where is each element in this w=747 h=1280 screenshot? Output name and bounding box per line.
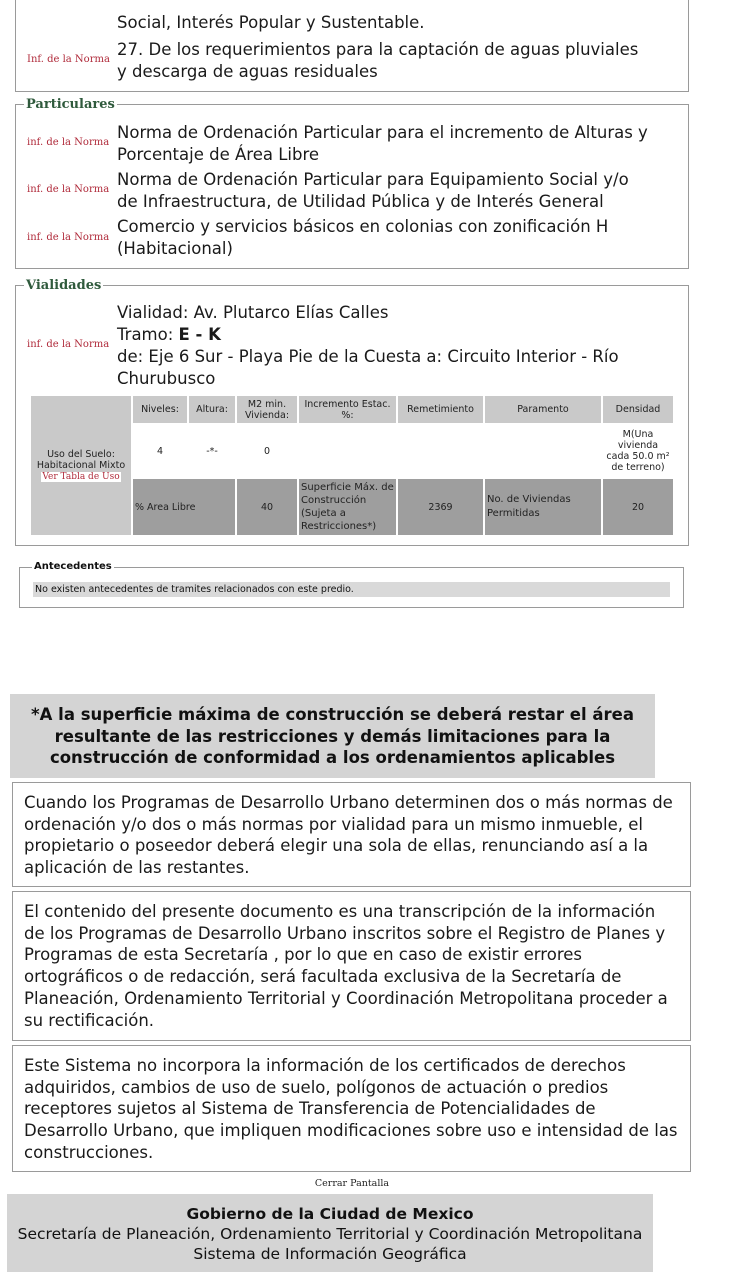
vialidad-name: Vialidad: Av. Plutarco Elías Calles xyxy=(117,303,389,322)
particular-norma-1-text xyxy=(117,122,648,166)
footer-title: Gobierno de la Ciudad de Mexico xyxy=(186,1205,474,1223)
uso-suelo-cell xyxy=(31,396,131,535)
vialidad-de-line-2: Churubusco xyxy=(117,369,216,388)
particular-norma-3-line-2: (Habitacional) xyxy=(117,239,233,258)
transcripcion-paragraph: El contenido del presente documento es una transcripción de la información de los Programas de Desarrollo Urbano inscritos sobre el Registro de Planes y Programas de esta Secretaría , por lo que en caso de existir errores ortográficos o de redacción, será facultada exclusiva de la Secretaría de Planeación, Ordenamiento Territorial y Coordinación Metropolitana proceder a su rectificación. xyxy=(12,891,691,1041)
area-libre-label: % Area Libre xyxy=(133,479,235,535)
vialidad-de-line-1: de: Eje 6 Sur - Playa Pie de la Cuesta a: Circuito Interior - Río xyxy=(117,347,619,366)
tramo-label: Tramo: xyxy=(117,325,179,344)
header-remetimiento: Remetimiento xyxy=(398,396,483,423)
value-paramento xyxy=(485,425,601,477)
value-niveles: 4 xyxy=(133,425,187,477)
uso-suelo-label: Uso del Suelo: xyxy=(47,449,115,460)
antecedentes-legend: Antecedentes xyxy=(34,561,112,572)
header-densidad: Densidad xyxy=(603,396,673,423)
superficie-max-value: 2369 xyxy=(398,479,483,535)
vialidades-legend: Vialidades xyxy=(26,278,102,293)
value-incremento-estac xyxy=(299,425,396,477)
vialidad-details xyxy=(117,302,619,390)
particulares-legend: Particulares xyxy=(26,97,115,112)
vialidad-tramo xyxy=(117,324,619,346)
uso-suelo-value: Habitacional Mixto xyxy=(36,460,126,471)
header-paramento: Paramento xyxy=(485,396,601,423)
value-densidad: M(Una vivienda cada 50.0 m² de terreno) xyxy=(603,425,673,477)
particular-norma-1-line-2: Porcentaje de Área Libre xyxy=(117,145,320,164)
value-altura: -*- xyxy=(189,425,235,477)
header-niveles: Niveles: xyxy=(133,396,187,423)
header-incremento-estac: Incremento Estac. %: xyxy=(299,396,396,423)
header-altura: Altura: xyxy=(189,396,235,423)
antecedentes-text: No existen antecedentes de tramites relacionados con este predio. xyxy=(33,582,670,597)
restricciones-notice: *A la superficie máxima de construcción se deberá restar el área resultante de las restricciones y demás limitaciones para la construcción de conformidad a los ordenamientos aplicables xyxy=(10,694,655,778)
viviendas-value: 20 xyxy=(603,479,673,535)
ver-tabla-uso-link[interactable]: Ver Tabla de Uso xyxy=(42,472,120,482)
sistema-paragraph: Este Sistema no incorpora la información de los certificados de derechos adquiridos, cambios de uso de suelo, polígonos de actuación o predios receptores sujetos al Sistema de Transferencia de Potencialidades de Desarrollo Urbano, que impliquen modificaciones sobre uso e intensidad de las construcciones. xyxy=(12,1045,691,1172)
tramo-value: E - K xyxy=(178,325,221,344)
footer-line-1: Secretaría de Planeación, Ordenamiento Territorial y Coordinación Metropolitana xyxy=(17,1225,643,1243)
particular-norma-3-line-1: Comercio y servicios básicos en colonias con zonificación H xyxy=(117,217,609,236)
value-remetimiento xyxy=(398,425,483,477)
particular-norma-2-text xyxy=(117,169,629,213)
viviendas-label: No. de Viviendas Permitidas xyxy=(485,479,601,535)
norma-27-info-link[interactable]: Inf. de la Norma xyxy=(27,54,110,65)
vialidad-info-link[interactable]: inf. de la Norma xyxy=(27,339,110,350)
particular-norma-2-line-2: de Infraestructura, de Utilidad Pública y de Interés General xyxy=(117,192,604,211)
norma-27-line-2: y descarga de aguas residuales xyxy=(117,62,378,81)
norma-27-line-1: 27. De los requerimientos para la captación de aguas pluviales xyxy=(117,40,639,59)
norma-27-text xyxy=(117,39,638,83)
zoning-table xyxy=(29,394,675,537)
particular-norma-1-info-link[interactable]: inf. de la Norma xyxy=(27,137,110,148)
particular-norma-2-info-link[interactable]: inf. de la Norma xyxy=(27,184,110,195)
value-m2-min-vivienda: 0 xyxy=(237,425,297,477)
particular-norma-1-line-1: Norma de Ordenación Particular para el incremento de Alturas y xyxy=(117,123,648,142)
superficie-max-label: Superficie Máx. de Construcción (Sujeta a Restricciones*) xyxy=(299,479,396,535)
particular-norma-3-text xyxy=(117,216,608,260)
cerrar-pantalla-link[interactable]: Cerrar Pantalla xyxy=(314,1178,390,1189)
header-m2-min-vivienda: M2 min. Vivienda: xyxy=(237,396,297,423)
norma-26-text-tail: Social, Interés Popular y Sustentable. xyxy=(117,13,425,32)
particular-norma-2-line-1: Norma de Ordenación Particular para Equipamiento Social y/o xyxy=(117,170,629,189)
normas-paragraph: Cuando los Programas de Desarrollo Urbano determinen dos o más normas de ordenación y/o dos o más normas por vialidad para un mismo inmueble, el propietario o poseedor deberá elegir una sola de ellas, renunciando así a la aplicación de las restantes. xyxy=(12,782,691,887)
particular-norma-3-info-link[interactable]: inf. de la Norma xyxy=(27,232,110,243)
area-libre-value: 40 xyxy=(237,479,297,535)
footer-line-2: Sistema de Información Geográfica xyxy=(193,1245,467,1263)
footer xyxy=(7,1194,653,1272)
